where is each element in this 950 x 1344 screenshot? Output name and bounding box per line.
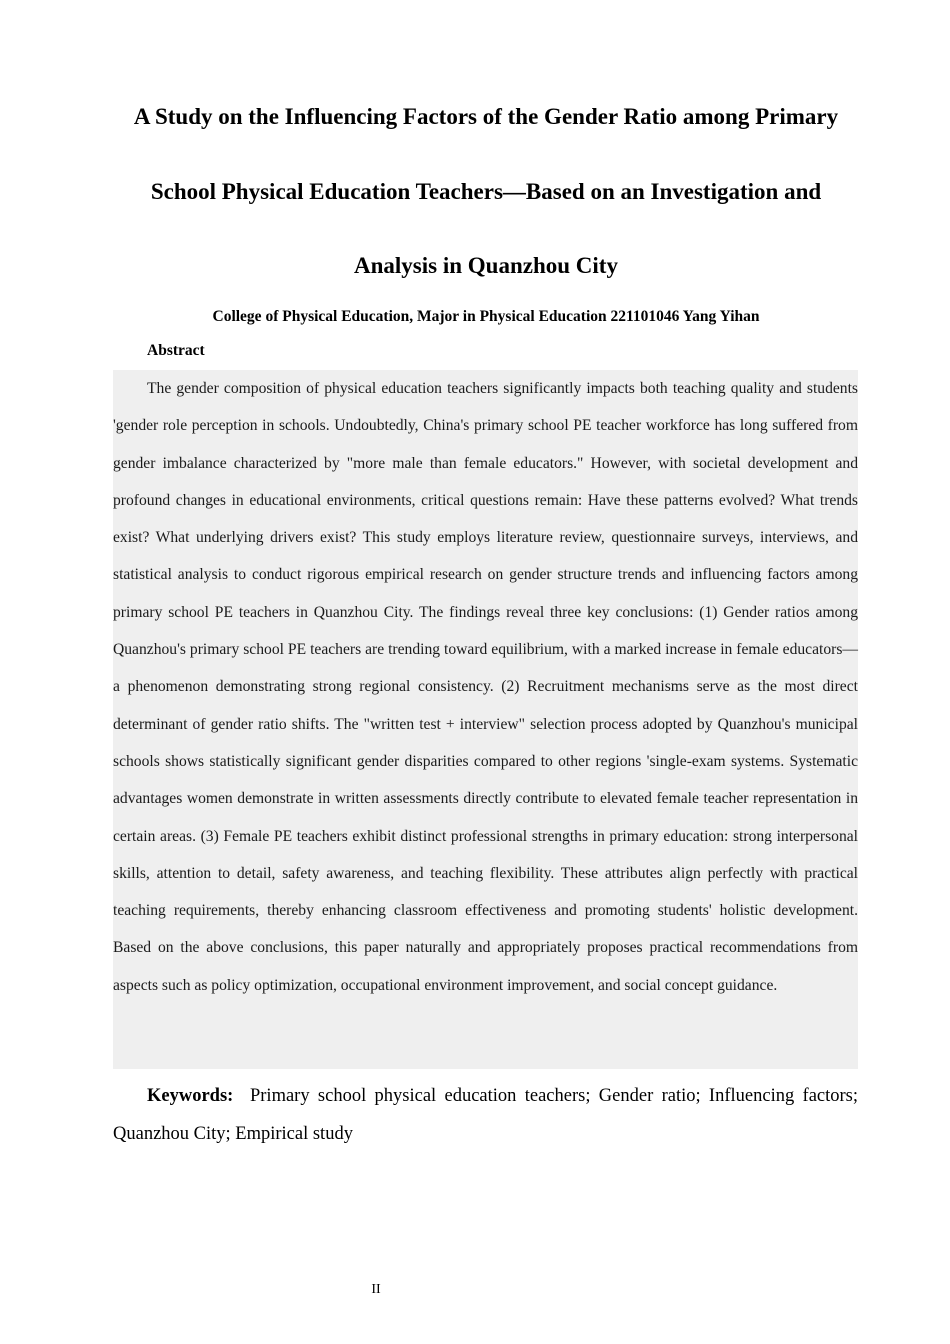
abstract-body: The gender composition of physical education teachers significantly impacts both teaching quality and students 'gender role perception in schools. Undoubtedly, China's primary school PE teacher workforce has long suffered from gender imbalance characterized by "more male than female educators." However, with societal development and profound changes in educational environments, critical questions remain: Have these patterns evolved? What trends exist? What underlying drivers exist? This study employs literature review, questionnaire surveys, interviews, and statistical analysis to conduct rigorous empirical research on gender structure trends and influencing factors among primary school PE teachers in Quanzhou City. The findings reveal three key conclusions: (1) Gender ratios among Quanzhou's primary school PE teachers are trending toward equilibrium, with a marked increase in female educators—a phenomenon demonstrating strong regional consistency. (2) Recruitment mechanisms serve as the most direct determinant of gender ratio shifts. The "written test + interview" selection process adopted by Quanzhou's municipal schools shows statistically significant gender disparities compared to other regions 'single-exam systems. Systematic advantages women demonstrate in written assessments directly contribute to elevated female teacher representation in certain areas. (3) Female PE teachers exhibit distinct professional strengths in primary education: strong interpersonal skills, attention to detail, safety awareness, and teaching flexibility. These attributes align perfectly with practical teaching requirements, thereby enhancing classroom effectiveness and promoting students' holistic development. Based on the above conclusions, this paper naturally and appropriately proposes practical recommendations from aspects such as policy optimization, occupational environment improvement, and social concept guidance. xyxy=(113,370,858,1069)
title-line-3: Analysis in Quanzhou City xyxy=(354,253,618,278)
keywords-label: Keywords: xyxy=(147,1086,234,1106)
title-line-2: School Physical Education Teachers—Based on an Investigation and xyxy=(150,179,822,204)
page-number: II xyxy=(371,1282,381,1297)
keywords-paragraph xyxy=(113,1077,858,1153)
title-line-1: A Study on the Influencing Factors of the Gender Ratio among Primary xyxy=(133,104,839,129)
author-line: College of Physical Education, Major in Physical Education 221101046 Yang Yihan xyxy=(212,308,760,325)
abstract-heading: Abstract xyxy=(147,342,205,359)
keywords-text: Primary school physical education teachers; Gender ratio; Influencing factors; Quanzhou City; Empirical study xyxy=(113,1086,859,1144)
